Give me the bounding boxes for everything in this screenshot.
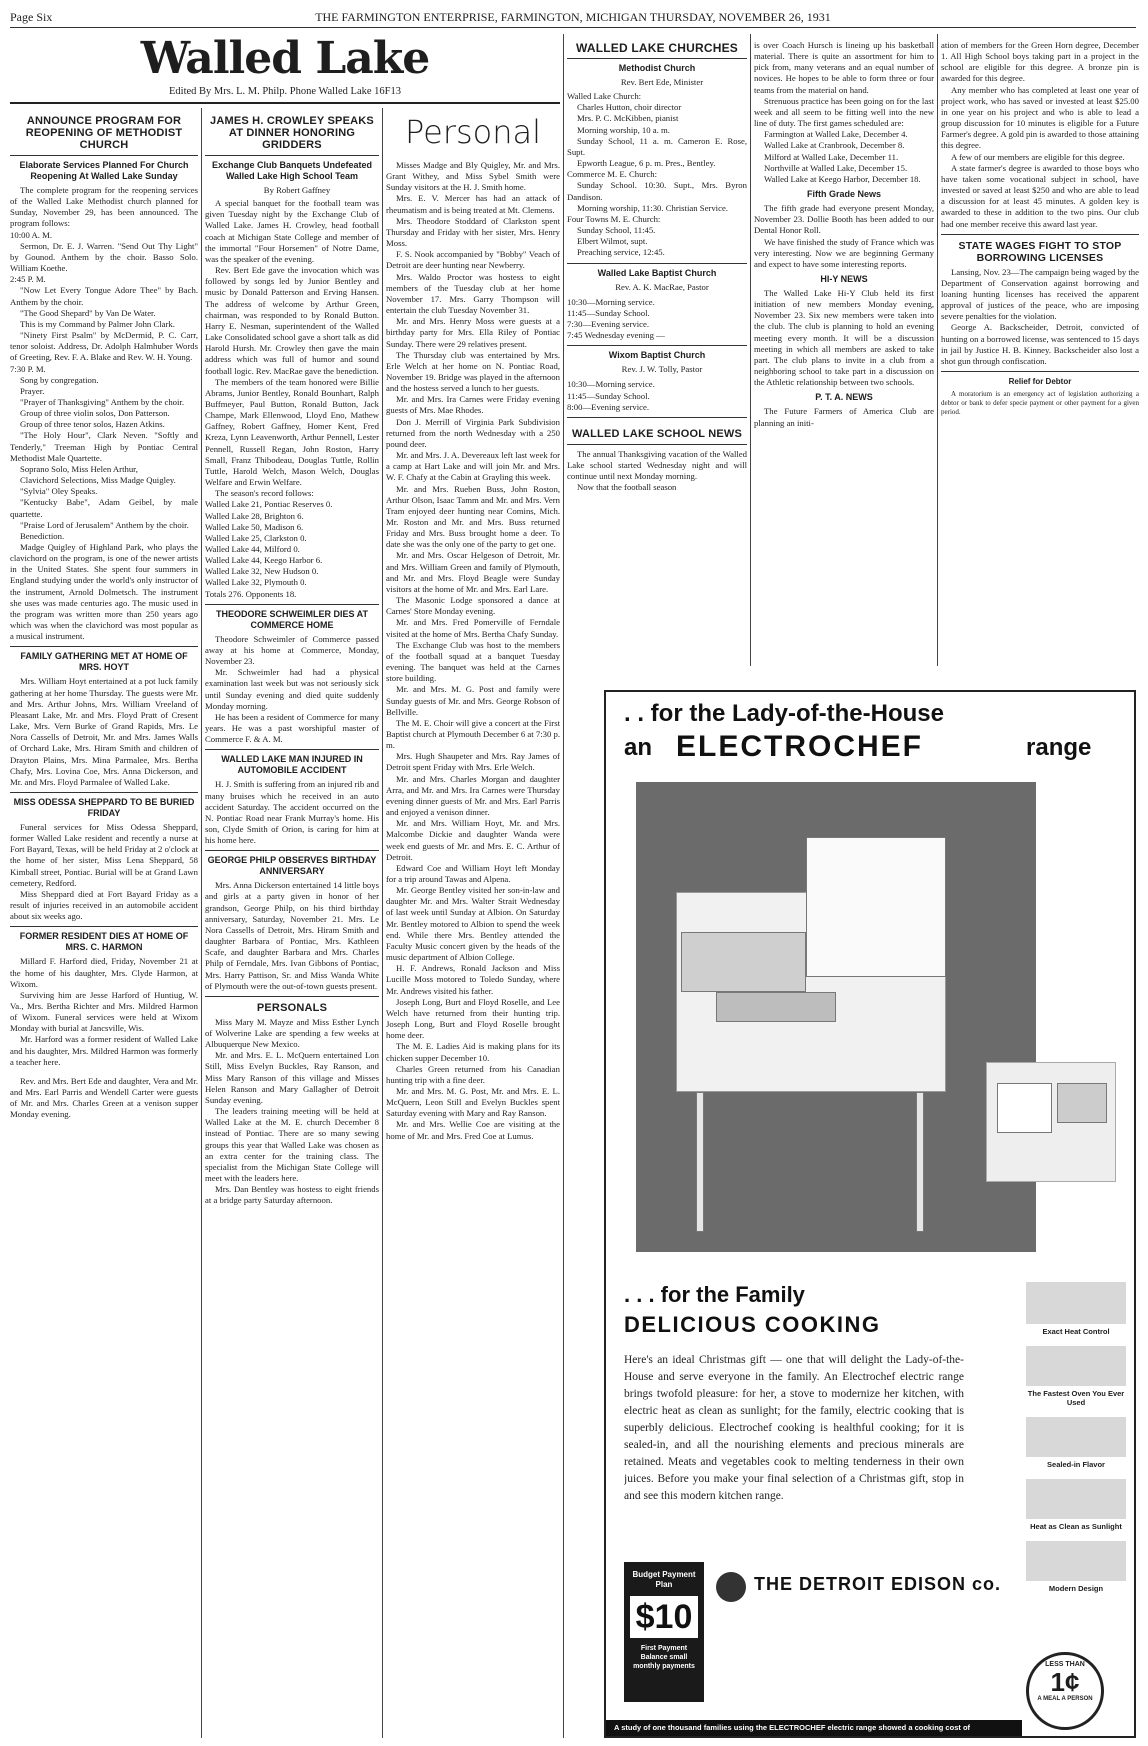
- text-paragraph: Elbert Wilmot, supt.: [577, 236, 648, 247]
- text-paragraph: Rev. Bert Ede, Minister: [620, 77, 704, 87]
- text-paragraph: Funeral services for Miss Odessa Sheppard, former Walled Lake resident and recently a nurse at Fort Bayard, Texas, will be held Friday at 2 o'clock at the home of her sister, Miss Lena Sheppard, 58 Kimball street, Pontiac. Burial will be at Grand Lawn cemetery, Redford.: [10, 821, 198, 888]
- ad-headline-range: range: [1026, 734, 1092, 761]
- text-paragraph: Mrs. Waldo Proctor was hostess to eight members of the Tuesday club at her home November 17. Mrs. Garry Thompson will entertain the club Tuesday November 31.: [386, 271, 560, 316]
- text-paragraph: 10:30—Morning service.: [567, 296, 655, 307]
- text-paragraph: Mr. and Mrs. Rueben Buss, John Roston, Arthur Olson, Isaac Tamm and Mr. and Mrs. Vern Tram enjoyed deer hunting near Comins, Mich. Mr. Roston and Mr. and Mrs. Buss returned Friday and Mrs. Buss brought home a deer. To date she was the only one of the party to get one.: [386, 483, 560, 550]
- subhead-pta: P. T. A. NEWS: [815, 392, 873, 403]
- small-range-illustration: [986, 1062, 1116, 1182]
- budget-plan-label: Budget Payment Plan: [632, 1570, 696, 1589]
- text-paragraph: H. F. Andrews, Ronald Jackson and Miss Lucille Moss motored to Toledo Sunday, where Mr. Andrews visited his father.: [386, 963, 560, 996]
- text-paragraph: Walled Lake 25, Clarkston 0.: [205, 532, 307, 543]
- text-paragraph: Mr. and Mrs. Oscar Helgeson of Detroit, Mr. and Mrs. William Green and family of Plymouth, and Mr. and Mrs. Floyd Beagle were Sunday visitors at the home of Mr. and Mrs. Earl Lare.: [386, 550, 560, 594]
- text-paragraph: "The Holy Hour", Clark Neven. "Softly and Tenderly," Treeman High by Pontiac Central Methodist Male Quartette.: [10, 430, 198, 463]
- text-paragraph: Morning worship, 10 a. m.: [577, 124, 670, 135]
- text-paragraph: The annual Thanksgiving vacation of the Walled Lake school started Wednesday night and will continue until next Monday morning.: [567, 448, 747, 482]
- feature-image: [1026, 1282, 1126, 1324]
- text-paragraph: The season's record follows:: [215, 488, 314, 499]
- text-paragraph: The Masonic Lodge sponsored a dance at Carnes' Store Monday evening.: [386, 595, 560, 617]
- feature-heat-control: Exact Heat Control: [1042, 1327, 1110, 1336]
- text-paragraph: Mrs. Anna Dickerson entertained 14 little boys and girls at a party given in honor of her grandson, George Philp, on his third birthday anniversary, Saturday, November 21. Mrs. Le Nora Cassells of Detroit, Mrs. Hiram Smith and daughter Barbara of Pontiac, Mrs. Kathleen Scafe, and daughter Barbara and Mrs. Charles Philp of Ferndale, Mrs. Ivan Gibbons of Pontiac, Mrs. Harry Pattison, Sr. and Miss Wanda White of Plymouth were the out-of-town guests present.: [205, 880, 379, 991]
- subhead-fifth-grade: Fifth Grade News: [806, 189, 881, 200]
- text-paragraph: A moratorium is an emergency act of legislation authorizing a debtor or bank to defer specie payment or other payment for a given period.: [941, 390, 1139, 417]
- electrochef-advertisement: [604, 690, 1136, 1738]
- subhead-wixom-baptist: Wixom Baptist Church: [608, 350, 706, 361]
- text-paragraph: The Thursday club was entertained by Mrs. Erle Welch at her home on N. Pontiac Road, November 19. Bridge was played in the afternoon and the hostess served a lunch to her guests.: [386, 349, 560, 394]
- price: $10: [630, 1596, 698, 1638]
- range-illustration: [636, 782, 1036, 1252]
- column-rule: [201, 108, 202, 1738]
- text-paragraph: The Future Farmers of America Club are planning an initi-: [754, 406, 934, 428]
- text-paragraph: Mr. Schweimler had had a physical examination last week but was not seriously sick until Sunday evening and died quite suddenly Monday morning.: [205, 667, 379, 711]
- column-3: [386, 110, 560, 1740]
- ad-headline-an: an: [624, 734, 653, 761]
- text-paragraph: Walled Lake 50, Madison 6.: [205, 521, 304, 532]
- text-paragraph: Totals 276. Opponents 18.: [205, 588, 297, 599]
- text-paragraph: "Praise Lord of Jerusalem" Anthem by the choir.: [20, 519, 189, 530]
- text-paragraph: Preaching service, 12:45.: [577, 247, 665, 258]
- headline-schweimler: THEODORE SCHWEIMLER DIES AT COMMERCE HOME: [215, 608, 368, 630]
- text-paragraph: Mrs. Hugh Shaupeter and Mrs. Ray James of Detroit spent Friday with Mrs. Erle Welch.: [386, 751, 560, 773]
- ad-headline-lady: . . for the Lady-of-the-House: [624, 700, 944, 727]
- running-header: [10, 6, 1136, 28]
- text-paragraph: "Sylvia" Oley Speaks.: [20, 486, 98, 497]
- feature-image: [1026, 1541, 1126, 1581]
- text-paragraph: Sunday School, 11 a. m. Cameron E. Rose, Supt.: [567, 135, 747, 157]
- text-paragraph: Mr. and Mrs. Wellie Coe are visiting at the home of Mr. and Mrs. Fred Coe at Lumus.: [386, 1119, 560, 1141]
- text-paragraph: The leaders training meeting will be held at Walled Lake at the M. E. church December 8 instead of Pontiac. There are so many sewing groups this year that Walled Lake was chosen as an extra center for the training class. The specialist from the Michigan State College will meet with the leaders here.: [205, 1106, 379, 1184]
- text-paragraph: Commerce M. E. Church:: [567, 169, 657, 180]
- text-paragraph: Clavichord Selections, Miss Madge Quigley.: [20, 475, 176, 486]
- text-paragraph: The fifth grade had everyone present Monday, November 23. Dollie Booth has been added to our Dental Honor Roll.: [754, 203, 934, 236]
- stove-leg: [696, 1092, 704, 1232]
- text-paragraph: Sunday School. 10:30. Supt., Mrs. Byron Dandison.: [567, 180, 747, 202]
- text-paragraph: A state farmer's degree is awarded to those boys who have taken some vocational subject in school, have invested or saved at least $250 and who are able to lead a discussion for at least 45 minutes. A golden key is awarded to these in addition to the two pins. Our club had one member receive this award last year.: [941, 162, 1139, 229]
- text-paragraph: 8:00—Evening service.: [567, 401, 650, 412]
- headline-man-injured: WALLED LAKE MAN INJURED IN AUTOMOBILE ACCIDENT: [221, 754, 363, 776]
- ad-footer-band: A study of one thousand families using the ELECTROCHEF electric range showed a cooking cost of: [606, 1720, 1022, 1736]
- text-paragraph: Mr. and Mrs. William Hoyt, Mr. and Mrs. Malcombe Dickie and daughter Wanda were week end guests of Mr. and Mrs. E. C. Arthur of Detroit.: [386, 818, 560, 862]
- text-paragraph: We have finished the study of France which was very interesting. Now we are beginning Germany and expect to have some interesting reports.: [754, 236, 934, 269]
- text-paragraph: 11:45—Sunday School.: [567, 307, 650, 318]
- text-paragraph: 7:30—Evening service.: [567, 318, 650, 329]
- text-paragraph: Walled Lake 32, New Hudson 0.: [205, 566, 319, 577]
- headline-former-resident: FORMER RESIDENT DIES AT HOME OF MRS. C. HARMON: [19, 931, 189, 953]
- subhead-reopening: Elaborate Services Planned For Church Reopening At Walled Lake Sunday: [19, 160, 189, 181]
- text-paragraph: ation of members for the Green Horn degree, December 1. All High School boys taking part in a project in the school are eligible for this degree. A bronze pin is awarded for this degree.: [941, 40, 1139, 84]
- text-paragraph: The members of the team honored were Billie Abrams, Junior Bentley, Ronald Bounhart, Ralph Buffmeyer, Paul Button, Ronald Button, Jack Champe, Mark Ellenwood, Lloyd Eno, Mathew Gaffney, Robert Gaffney, Homer Kent, Fred Kreza, Lynn Leavenworth, Arthur Pennell, Lester Pennell, Russell Regan, John Roston, Harry Small, Franz Thibodeau, Douglas Tuttle, Rollin Tuttle, Harold Welch, Mason Welch, Douglas Welfare and Erwin Welfare.: [205, 376, 379, 488]
- burner-top: [681, 932, 806, 992]
- text-paragraph: "Now Let Every Tongue Adore Thee" by Bach. Anthem by the choir.: [10, 285, 198, 307]
- text-paragraph: "Ninety First Psalm" by McDermid, P. C. Carr, tenor soloist. Address, Dr. Adolph Halmhuber Words of Greeting, Rev. F. A. Blake and Rev. W. H. Young.: [10, 330, 198, 363]
- feature-image: [1026, 1479, 1126, 1519]
- text-paragraph: Epworth League, 6 p. m. Pres., Bentley.: [577, 158, 716, 169]
- subhead-relief-debtor: Relief for Debtor: [1008, 377, 1072, 387]
- seal-price: 1¢: [1050, 1667, 1080, 1697]
- text-paragraph: This is my Command by Palmer John Clark.: [20, 318, 175, 329]
- text-paragraph: 2:45 P. M.: [10, 274, 46, 285]
- headline-crowley: JAMES H. CROWLEY SPEAKS AT DINNER HONORING GRIDDERS: [210, 115, 374, 151]
- text-paragraph: Miss Mary M. Mayze and Miss Esther Lynch of Wolverine Lake are spending a few weeks at Albuquerque New Mexico.: [205, 1016, 379, 1050]
- subhead-methodist: Methodist Church: [618, 63, 696, 73]
- paper-dateline: THE FARMINGTON ENTERPRISE, FARMINGTON, MICHIGAN THURSDAY, NOVEMBER 26, 1931: [315, 10, 831, 24]
- feature-clean-heat: Heat as Clean as Sunlight: [1030, 1522, 1122, 1531]
- text-paragraph: Group of three tenor solos, Hazen Atkins.: [20, 419, 165, 430]
- text-paragraph: Surviving him are Jesse Harford of Huntiug, W. Va., Mrs. Bertha Richter and Mrs. Mildred Harmon of Wixom. Funeral services were held at Wixom Monday with burial at Jancsville, Wis.: [10, 989, 198, 1034]
- text-paragraph: 10:00 A. M.: [10, 229, 52, 240]
- text-paragraph: Mr. and Mrs. Ira Carnes were Friday evening guests of Mrs. Mae Rhodes.: [386, 394, 560, 416]
- oven-door: [806, 837, 946, 977]
- text-paragraph: Any member who has completed at least one year of project work, who has saved or invested at least $25.00 in one year on his project and who is able to lead a group discussion for 10 minutes is eligible for a Future Farmer's degree. A gold pin is awarded to those attaining this degree.: [941, 84, 1139, 151]
- column-rule: [563, 34, 564, 1738]
- text-paragraph: Walled Lake Church:: [567, 91, 642, 102]
- text-paragraph: 11:45—Sunday School.: [567, 390, 650, 401]
- headline-borrowing-licenses: STATE WAGES FIGHT TO STOP BORROWING LICENSES: [958, 239, 1122, 264]
- seal-bottom: A MEAL A PERSON: [1037, 1696, 1093, 1702]
- masthead: [10, 34, 560, 104]
- text-paragraph: Walled Lake 44, Milford 0.: [205, 544, 300, 554]
- masthead-title: Walled Lake: [140, 34, 430, 84]
- text-paragraph: A few of our members are eligible for this degree.: [951, 151, 1125, 162]
- headline-churches: WALLED LAKE CHURCHES: [576, 41, 738, 55]
- page-number: Page Six: [10, 10, 53, 24]
- subhead-exchange-club: Exchange Club Banquets Undefeated Walled Lake High School Team: [211, 160, 373, 181]
- text-paragraph: Mr. Harford was a former resident of Walled Lake and his daughter, Mrs. Mildred Harmon was formerly a teacher here.: [10, 1034, 198, 1067]
- text-paragraph: The Walled Lake Hi-Y Club held its first initiation of new members Monday evening, November 23. Six new members were taken into the club. The club is planning to hold an evening meeting every month. It will be a discussion meeting in which all members are asked to take part. The club plans to invite in a club from a neighboring school to take part in a discussion on the Athletic relationship between two schools.: [754, 287, 934, 388]
- headline-personals: PERSONALS: [256, 1001, 328, 1014]
- text-paragraph: Rev. A. K. MacRae, Pastor: [615, 281, 709, 292]
- text-paragraph: Northville at Walled Lake, December 15.: [764, 162, 908, 173]
- subhead-hi-y: HI-Y NEWS: [820, 273, 868, 284]
- seal-top: LESS THAN: [1045, 1661, 1085, 1668]
- text-paragraph: "Prayer of Thanksgiving" Anthem by the choir.: [20, 396, 185, 407]
- text-paragraph: Sunday School, 11:45.: [577, 225, 656, 236]
- text-paragraph: Rev. Bert Ede gave the invocation which was followed by songs led by Junior Bentley and music by Donald Patterson and Erving Hansen. The address of welcome by Arthur Green, chairman, was responded to by Ronald Button. Harry E. Nesman, superintendent of the Walled Lake Consolidated school gave a short talk as did Harold Hursh. Mr. Crowley then gave the main address which was full of humor and sound football logic. Rev. MacRae gave the benediction.: [205, 265, 379, 376]
- text-paragraph: Soprano Solo, Miss Helen Arthur,: [20, 463, 138, 474]
- column-1: [10, 110, 198, 1740]
- text-paragraph: "Kentucky Babe", Adam Geibel, by male quartette.: [10, 497, 198, 519]
- text-paragraph: Don J. Merrill of Virginia Park Subdivision returned from the north Wednesday with a 250 pound deer.: [386, 416, 560, 449]
- headline-george-philp: GEORGE PHILP OBSERVES BIRTHDAY ANNIVERSARY: [207, 855, 377, 877]
- text-paragraph: Mr. and Mrs. Fred Pomerville of Ferndale visited at the home of Mrs. Bertha Chafy Sunday.: [386, 617, 560, 639]
- headline-announce-program: ANNOUNCE PROGRAM FOR REOPENING OF METHODIST CHURCH: [25, 115, 183, 151]
- text-paragraph: Mr. and Mrs. Charles Morgan and daughter Arra, and Mr. and Mrs. Ira Carnes were Thursday evening dinner guests of Mr. and Mrs. Earl Parris and enjoyed a venison dinner.: [386, 773, 560, 818]
- feature-image: [1026, 1417, 1126, 1457]
- text-paragraph: He has been a resident of Commerce for many years. He was a past worshipful master of Commerce F. & A. M.: [205, 711, 379, 745]
- column-rule: [750, 34, 751, 666]
- text-paragraph: Mr. and Mrs. J. A. Devereaux left last week for a camp at Hart Lake and will join Mr. and Mrs. W. F. Chafy at the Cabin at Grayling this week.: [386, 450, 560, 483]
- text-paragraph: is over Coach Hursch is lineing up his basketball material. There is quite an assortment for him to pick from, many veterans and an equal number of novices. He hopes to be able to form three or four teams from the material on hand.: [754, 40, 934, 95]
- feature-sealed-flavor: Sealed-in Flavor: [1047, 1460, 1105, 1469]
- text-paragraph: 7:30 P. M.: [10, 363, 46, 374]
- text-paragraph: The Exchange Club was host to the members of the football squad at a banquet Tuesday evening. The banquet was held at the Carnes store building.: [386, 639, 560, 684]
- stove-leg: [916, 1092, 924, 1232]
- text-paragraph: Group of three violin solos, Don Patterson.: [20, 408, 170, 419]
- column-rule: [937, 34, 938, 666]
- text-paragraph: Mrs. Theodore Stoddard of Clarkston spent Thursday and Friday with her sister, Mrs. Henry Moss.: [386, 215, 560, 249]
- text-paragraph: "The Good Shepard" by Van De Water.: [20, 307, 156, 318]
- byline: By Robert Gaffney: [263, 185, 331, 195]
- text-paragraph: Morning worship, 11:30. Christian Service.: [577, 202, 728, 213]
- detroit-edison-logo: [716, 1572, 746, 1602]
- text-paragraph: Farmington at Walled Lake, December 4.: [764, 129, 908, 140]
- column-2: [205, 110, 379, 1740]
- budget-terms: First Payment Balance small monthly payments: [633, 1645, 695, 1670]
- text-paragraph: Mrs. William Hoyt entertained at a pot luck family gathering at her home Thursday. The guests were Mr. and Mrs. Arthur Johns, Mrs. William Vreeland of Pleasant Lake, Mr. and Mrs. Floyd Pratt of Cresent Lake, Mrs. Vern Burke of Grand Rapids, Mrs. Le Nora Cassells of Detroit, Mr. and Mrs. James Walls of Orchard Lake, Mrs. Hiram Smith and children of Drayton Plains, Mrs. Mina Parmalee, Mrs. Bertha Chafy, Mrs. Lovina Coe, Mrs. Anna Dickerson, and Mr. and Mrs. Floyd Parmalee of Walled Lake.: [10, 676, 198, 787]
- text-paragraph: Lansing, Nov. 23—The campaign being waged by the Department of Conservation against borrowing and loaning hunting licenses has received the apparent approval of justices of the peace, who are imposing severe penalties for the violation.: [941, 266, 1139, 322]
- text-paragraph: 7:45 Wednesday evening —: [567, 330, 665, 341]
- text-paragraph: Miss Sheppard died at Fort Bayard Friday as a result of injuries received in an automobile accident about six weeks ago.: [10, 888, 198, 922]
- control-panel: [716, 992, 836, 1022]
- text-paragraph: Walled Lake 32, Plymouth 0.: [205, 577, 307, 588]
- text-paragraph: Millard F. Harford died, Friday, November 21 at the home of his daughter, Mrs. Clyde Harmon, at Wixom.: [10, 956, 198, 989]
- headline-family-gathering: FAMILY GATHERING MET AT HOME OF MRS. HOYT: [20, 651, 188, 673]
- column-5: [754, 40, 934, 668]
- text-paragraph: Joseph Long, Burt and Floyd Roselle, and Lee Welch have returned from their hunting trip. Joseph Long, Burt and Floyd Roselle brought home deer.: [386, 996, 560, 1041]
- text-paragraph: Walled Lake 28, Brighton 6.: [205, 510, 304, 521]
- text-paragraph: Mr. and Mrs. Henry Moss were guests at a birthday party for Mrs. Ella Riley of Pontiac Sunday. There were 29 relatives present.: [386, 316, 560, 349]
- text-paragraph: Strenuous practice has been going on for the last week and all seem to be fitting well into the new line of duty. The first games scheduled are:: [754, 95, 934, 129]
- headline-odessa-sheppard: MISS ODESSA SHEPPARD TO BE BURIED FRIDAY: [13, 796, 195, 818]
- text-paragraph: A special banquet for the football team was given Tuesday night by the Exchange Club of Walled Lake. James H. Crowley, head football coach at Michigan State College and member of the immortal "Four Horsemen" of Notre Dame, was the speaker of the evening.: [205, 198, 379, 264]
- text-paragraph: Mr. and Mrs. E. L. McQuern entertained Lon Still, Miss Evelyn Buckles, Ray Ranson, and Miss Mary Ranson of this village and Misses Helen Ranson and Mary Gallagher of Detroit Sunday evening.: [205, 1050, 379, 1105]
- ad-headline-delicious: DELICIOUS COOKING: [624, 1312, 881, 1337]
- text-paragraph: Milford at Walled Lake, December 11.: [764, 151, 899, 162]
- text-paragraph: Rev. and Mrs. Bert Ede and daughter, Vera and Mr. and Mrs. Earl Parris and Wendell Carter were guests of Mr. and Mrs. Charles Green at a venison supper Monday evening.: [10, 1075, 198, 1120]
- text-paragraph: Mr. and Mrs. M. G. Post, Mr. and Mrs. E. L. McQuern, Leon Still and Evelyn Buckles spent Saturday evening with Mary and Ray Ranson.: [386, 1085, 560, 1119]
- small-burners: [1057, 1083, 1107, 1123]
- text-paragraph: Mrs. Dan Bentley was hostess to eight friends at a bridge party Saturday afternoon.: [205, 1184, 379, 1206]
- text-paragraph: The complete program for the reopening services of the Walled Lake Methodist church planned for Sunday, November 29, has been announced. The program follows:: [10, 185, 198, 229]
- column-6: [941, 40, 1139, 668]
- company-name: THE DETROIT EDISON co.: [754, 1574, 1002, 1594]
- text-paragraph: Four Towns M. E. Church:: [567, 213, 661, 224]
- text-paragraph: Edward Coe and William Hoyt left Monday for a trip around Tawas and Alpena.: [386, 862, 560, 884]
- less-than-seal: [1026, 1652, 1104, 1730]
- ad-body-copy: Here's an ideal Christmas gift — one that will delight the Lady-of-the-House and serve everyone in the family. An Electrochef electric range brings twofold pleasure: for her, a stove to modernize her kitchen, with electric heat as clean as sunlight; for the family, electric cooking that is superbly delicious. Electrochef cooking is healthful cooking; for it is sealed-in, and all the nourishing elements and precious minerals are retained. Meats and vegetables cook to melting tenderness in their own juices. Before you make your final selection of a Christmas gift, stop in and see this modern kitchen range.: [624, 1354, 964, 1502]
- text-paragraph: Benediction.: [20, 530, 65, 541]
- ad-headline-electrochef: ELECTROCHEF: [676, 730, 923, 763]
- text-paragraph: Prayer.: [20, 385, 45, 396]
- text-paragraph: Charles Hutton, choir director: [577, 102, 682, 113]
- feature-modern-design: Modern Design: [1048, 1584, 1104, 1593]
- text-paragraph: Now that the football season: [577, 482, 677, 493]
- column-4: [567, 40, 747, 668]
- text-paragraph: Charles Green returned from his Canadian hunting trip with a fine deer.: [386, 1063, 560, 1085]
- ad-headline-family: . . . for the Family: [624, 1282, 805, 1307]
- text-paragraph: F. S. Nook accompanied by "Bobby" Veach of Detroit are deer hunting near Newberry.: [386, 249, 560, 271]
- text-paragraph: The M. E. Choir will give a concert at the First Baptist church at Plymouth December 6 at 7:30 p. m.: [386, 717, 560, 751]
- text-paragraph: 10:30—Morning service.: [567, 379, 655, 390]
- headline-school-news: WALLED LAKE SCHOOL NEWS: [571, 427, 742, 440]
- subhead-baptist: Walled Lake Baptist Church: [597, 267, 717, 278]
- text-paragraph: Walled Lake at Keego Harbor, December 18.: [764, 173, 921, 184]
- text-paragraph: H. J. Smith is suffering from an injured rib and many bruises which he received in an auto accident Saturday. The accident occurred on the N. Pontiac Road near Frank Murray's home. His son, Clyde Smith of Orion, is caring for him at his home here.: [205, 779, 379, 846]
- text-paragraph: Mr. George Bentley visited her son-in-law and daughter Mr. and Mrs. Walter Strait Wednesday of last week until Sunday at Albion. On Saturday Mr. Bentley motored to Albion to spend the week end. While there Mrs. Bentley attended the Faculty Music concert given by the heads of the music department of Albion College.: [386, 885, 560, 963]
- text-paragraph: George A. Backscheider, Detroit, convicted of hunting on a borrowed license, was sentenced to 15 days in jail by Justice H. B. Kinney. Backscheider also lost a shot gun through confiscation.: [941, 322, 1139, 366]
- text-paragraph: Madge Quigley of Highland Park, who plays the clavichord on the program, is one of the newer artists in the United States. She spent four summers in England studying under the world's only instructor of the instrument, Arnold Dolmetsch. The instrument she uses was made centuries ago. The music used in the program was written more than 250 years ago which was when the clavichord was most popular as a musical instrument.: [10, 542, 198, 642]
- text-paragraph: Rev. J. W. Tolly, Pastor: [621, 364, 703, 375]
- text-paragraph: Walled Lake at Cranbrook, December 8.: [764, 140, 905, 151]
- masthead-editor: Edited By Mrs. L. M. Philp. Phone Walled Lake 16F13: [169, 86, 401, 97]
- budget-payment-box: [624, 1562, 704, 1702]
- text-paragraph: The M. E. Ladies Aid is making plans for its chicken supper December 10.: [386, 1041, 560, 1063]
- small-oven: [997, 1083, 1052, 1133]
- text-paragraph: Walled Lake 44, Keego Harbor 6.: [205, 555, 323, 566]
- text-paragraph: Mr. and Mrs. M. G. Post and family were Sunday guests of Mr. and Mrs. George Robson of Bellville.: [386, 684, 560, 717]
- headline-personal: Personal: [404, 113, 542, 151]
- feature-fastest-oven: The Fastest Oven You Ever Used: [1027, 1389, 1125, 1407]
- text-paragraph: Theodore Schweimler of Commerce passed away at his home at Commerce, Monday, November 23.: [205, 633, 379, 667]
- text-paragraph: Mrs. P. C. McKibben, pianist: [577, 113, 679, 124]
- text-paragraph: Walled Lake 21, Pontiac Reserves 0.: [205, 499, 333, 510]
- ad-features: [1026, 1282, 1126, 1642]
- text-paragraph: Mrs. E. V. Mercer has had an attack of rheumatism and is being treated at Mt. Clemens.: [386, 193, 560, 215]
- text-paragraph: Misses Madge and Bly Quigley, Mr. and Mrs. Grant Withey, and Miss Sybel Smith were Sunday visitors at the H. J. Smith home.: [386, 160, 560, 193]
- text-paragraph: Sermon, Dr. E. J. Warren. "Send Out Thy Light" by Gounod. Anthem by the choir. Basso Solo. William Koethe.: [10, 240, 198, 274]
- feature-image: [1026, 1346, 1126, 1386]
- text-paragraph: Song by congregation.: [20, 374, 99, 385]
- column-rule: [382, 108, 383, 1738]
